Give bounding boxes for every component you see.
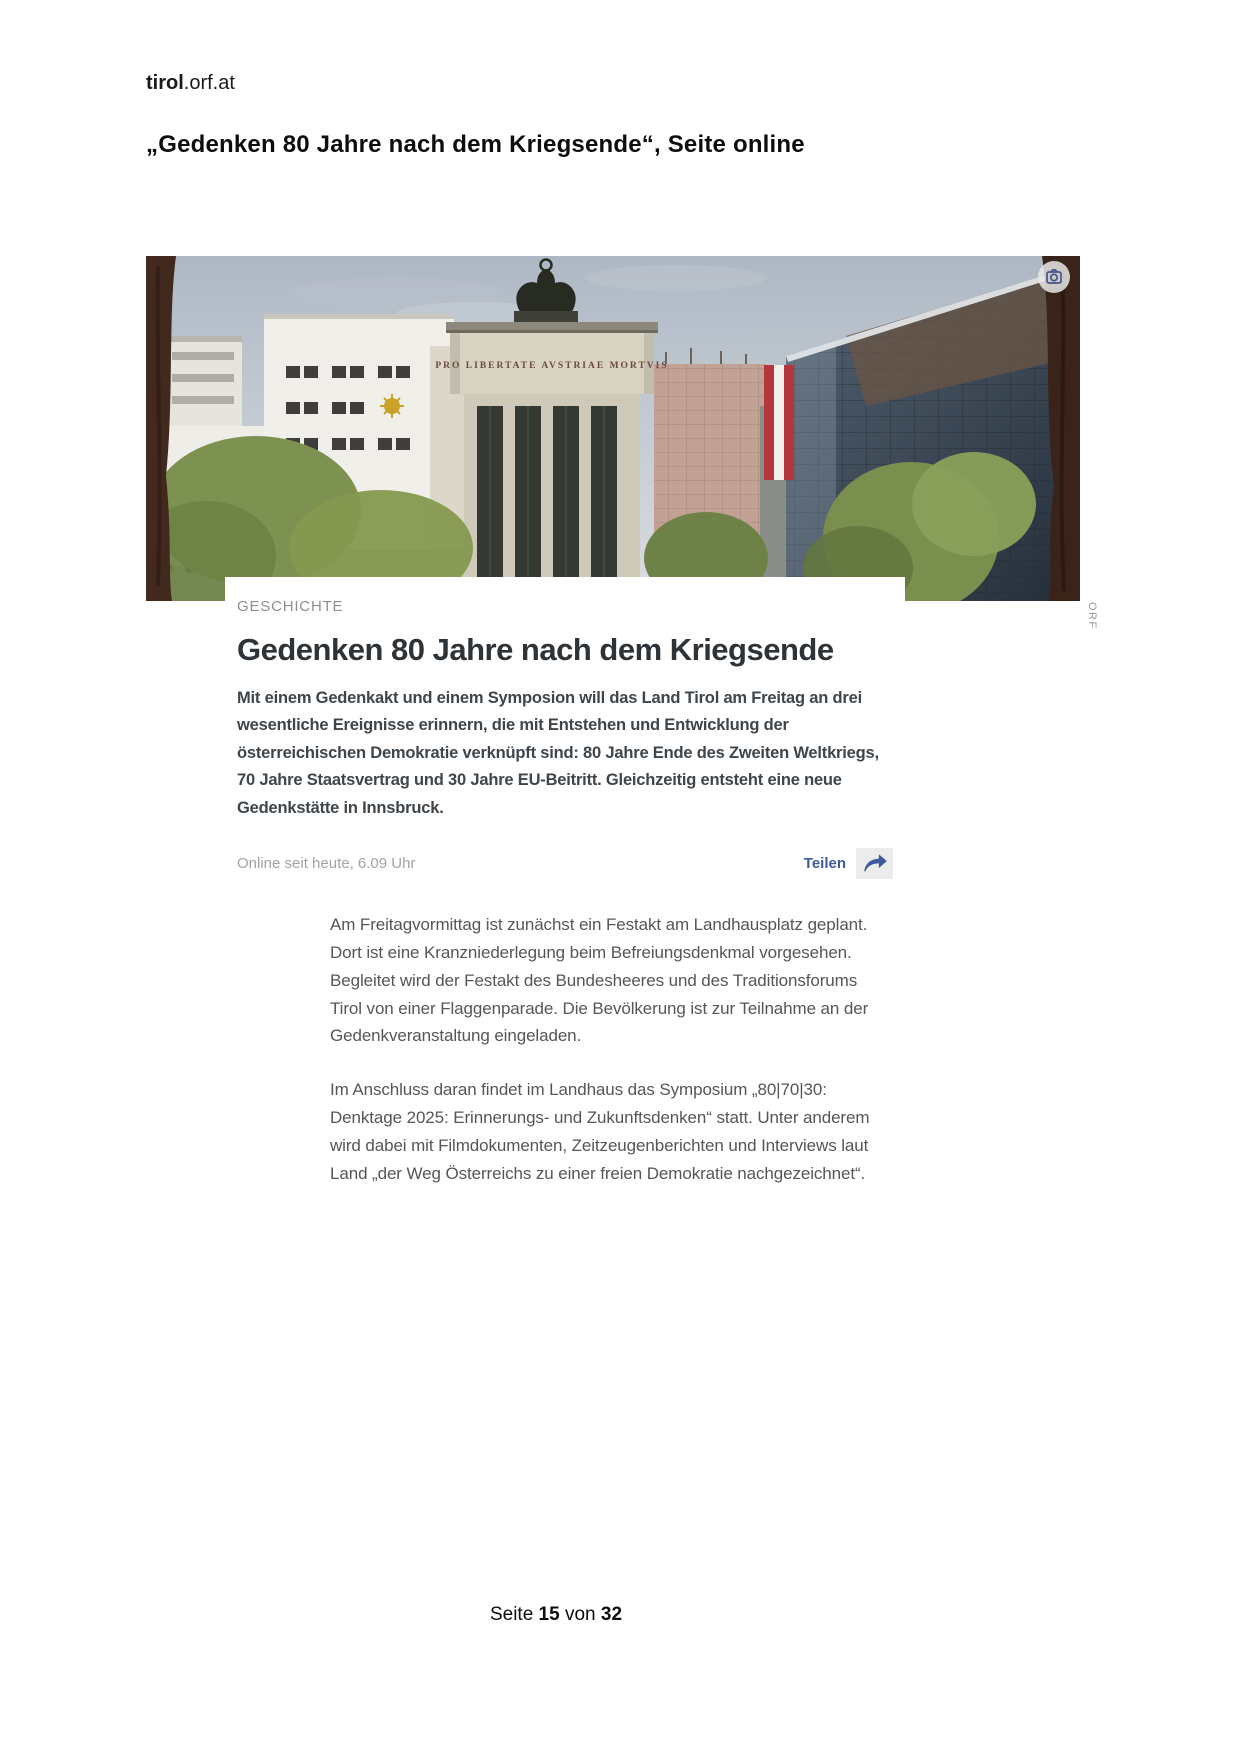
article-body — [237, 911, 893, 1188]
page-footer — [0, 1604, 1112, 1626]
monument-inscription: PRO LIBERTATE AVSTRIAE MORTVIS — [435, 361, 669, 371]
footer-word-page: Seite — [489, 1604, 534, 1625]
share-button-label[interactable]: Teilen — [803, 854, 846, 872]
category-label: GESCHICHTE — [237, 598, 344, 615]
document-title: „Gedenken 80 Jahre nach dem Kriegsende“, Seite online — [146, 131, 805, 158]
body-paragraph: Im Anschluss daran findet im Landhaus das Symposium „80|70|30: Denktage 2025: Erinnerungs- und Zukunftsdenken“ statt. Unter anderem wird dabei mit Filmdokumenten, Zeitzeugenberichten und Interviews laut Land „der Weg Österreichs zu einer freien Demokratie nachgezeichnet“. — [330, 1080, 870, 1183]
footer-current-page: 15 — [538, 1604, 560, 1625]
body-paragraph: Am Freitagvormittag ist zunächst ein Festakt am Landhausplatz geplant. Dort ist eine Kranzniederlegung beim Befreiungsdenkmal vorgesehen. Begleitet wird der Festakt des Bundesheeres und des Traditionsforums Tirol von einer Flaggenparade. Die Bevölkerung ist zur Teilnahme an der Gedenkveranstaltung eingeladen. — [330, 914, 869, 1046]
site-header — [146, 72, 235, 95]
footer-total-pages: 32 — [600, 1604, 623, 1625]
article-lead: Mit einem Gedenkakt und einem Symposion will das Land Tirol am Freitag an drei wesentliche Ereignisse erinnern, die mit Entstehen und Entwicklung der österreichischen Demokratie verknüpft sind: 80 Jahre Ende des Zweiten Weltkriegs, 70 Jahre Staatsvertrag und 30 Jahre EU-Beitritt. Gleichzeitig entsteht eine neue Gedenkstätte in Innsbruck. — [237, 689, 879, 817]
austrian-flag — [764, 365, 794, 480]
hero-photo-illustration — [146, 256, 1080, 601]
share-button[interactable] — [804, 848, 893, 879]
photo-credit: ORF — [1086, 602, 1098, 630]
site-domain: .orf.at — [183, 72, 235, 94]
hero-photo[interactable] — [146, 256, 1080, 601]
article-title: Gedenken 80 Jahre nach dem Kriegsende — [237, 632, 834, 667]
meta-row — [237, 848, 893, 879]
zoom-photo-icon[interactable] — [1038, 261, 1070, 293]
footer-word-of: von — [564, 1604, 596, 1625]
share-arrow-icon[interactable] — [856, 848, 893, 879]
site-brand: tirol — [146, 72, 184, 94]
publish-timestamp: Online seit heute, 6.09 Uhr — [237, 854, 416, 872]
article-card — [225, 577, 905, 1244]
